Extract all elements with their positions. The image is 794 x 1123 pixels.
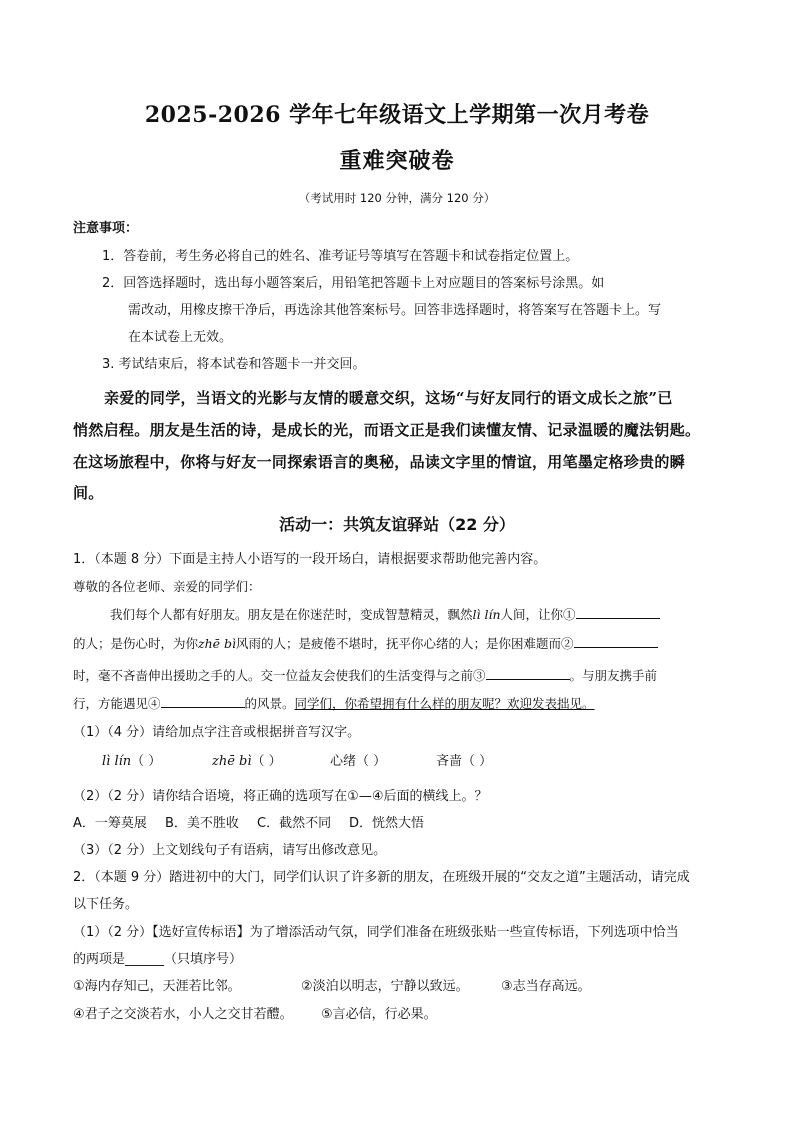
q1-passage-line-2 [73,634,658,652]
blank-2[interactable] [574,635,658,648]
underlined-sentence: 同学们，你希望拥有什么样的朋友呢？欢迎发表拙见。 [294,696,595,711]
q1-passage-line-1 [110,605,660,623]
item-pinyin: lì lín [102,754,132,769]
intro-line-4: 间。 [73,484,104,502]
q2-sub-1-line-1: （1）（2 分）【选好宣传标语】为了增添活动气氛，同学们准备在班级张贴一些宣传标语，下列选项中恰当 [73,925,679,940]
q2-sub-1-line-2: 的两项是______（只填序号） [73,952,243,967]
q1-sub-1-item-3 [330,750,386,769]
intro-line-1: 亲爱的同学，当语文的光影与友情的暖意交织，这场“与好友同行的语文成长之旅”已 [104,389,673,407]
q1-sub-1: （1）（4 分）请给加点字注音或根据拼音写汉字。 [73,725,361,740]
q2-options-line-1 [73,975,591,994]
option-5: ⑤言必信，行必果。 [321,1007,437,1022]
notice-item-2-line-1: 2．回答选择题时，选出每小题答案后，用铅笔把答题卡上对应题目的答案标号涂黑。如 [102,276,605,291]
q1-sub-3: （3）（2 分）上文划线句子有语病，请写出修改意见。 [73,843,387,858]
notice-item-2-line-3: 在本试卷上无效。 [128,330,233,345]
notice-item-1: 1．答卷前，考生务必将自己的姓名、准考证号等填写在答题卡和试卷指定位置上。 [102,249,579,264]
passage-text: 行，方能遇见④ [73,696,161,711]
passage-text: 的人；是伤心时，为你 [73,636,199,651]
notice-item-2-line-2: 需改动，用橡皮擦干净后，再选涂其他答案标号。回答非选择题时，将答案写在答题卡上。写 [128,303,662,318]
option-a: A．一筹莫展 [73,816,147,831]
exam-info: （考试用时 120 分钟，满分 120 分） [298,191,496,205]
passage-pinyin: zhē bì [198,636,237,651]
q2-header-line-1: 2．（本题 9 分）踏进初中的大门，同学们认识了许多新的朋友，在班级开展的“交友之道”主题活动，请完成 [73,870,690,885]
option-c: C．截然不同 [257,816,332,831]
item-text: 心绪 [330,754,357,769]
item-pinyin: zhē bì [212,754,252,769]
item-text: 吝啬 [436,754,463,769]
q1-greeting: 尊敬的各位老师、亲爱的同学们： [73,579,261,594]
q1-sub-1-item-2 [212,750,282,769]
q1-header: 1．（本题 8 分）下面是主持人小语写的一段开场白，请根据要求帮助他完善内容。 [73,552,547,567]
item-paren: （ ） [131,754,162,769]
option-b: B．美不胜收 [165,816,239,831]
option-4: ④君子之交淡若水，小人之交甘若醴。 [73,1007,293,1022]
passage-text: 人间，让你① [500,607,576,622]
option-2: ②淡泊以明志，宁静以致远。 [301,979,469,994]
q2-options-line-2 [73,1003,437,1022]
item-paren: （ ） [356,754,387,769]
q2-header-line-2: 以下任务。 [73,897,139,912]
section-1-title: 活动一：共筑友谊驿站（22 分） [279,515,515,534]
intro-line-3: 在这场旅程中，你将与好友一同探索语言的奥秘，品读文字里的情谊，用笔墨定格珍贵的瞬 [73,453,686,471]
q1-sub-2: （2）（2 分）请你结合语境，将正确的选项写在①—④后面的横线上。？ [73,789,488,804]
q1-sub-1-item-1 [102,750,161,769]
option-3: ③志当存高远。 [501,979,591,994]
passage-text: 我们每个人都有好朋友。朋友是在你迷茫时，变成智慧精灵，飘然 [110,607,473,622]
q1-sub-2-options [73,812,424,831]
q1-sub-1-item-4 [436,750,492,769]
notice-title: 注意事项： [73,221,139,236]
passage-text: 的风景。 [244,696,295,711]
blank-1[interactable] [576,606,660,619]
passage-text: 时，毫不吝啬伸出援助之手的人。交一位益友会使我们的生活变得与之前③ [73,668,486,683]
blank-3[interactable] [486,667,570,680]
passage-text: 风雨的人；是疲倦不堪时，抚平你心绪的人；是你困难题而② [236,636,574,651]
exam-subtitle: 重难突破卷 [339,148,455,174]
option-d: D．恍然大悟 [349,816,425,831]
option-1: ①海内存知己，天涯若比邻。 [73,979,241,994]
passage-text: 。与朋友携手前 [569,668,658,683]
notice-item-3: 3. 考试结束后，将本试卷和答题卡一并交回。 [102,357,366,372]
item-paren: （ ） [251,754,282,769]
q1-passage-line-4 [73,694,595,712]
item-paren: （ ） [462,754,493,769]
intro-line-2: 悄然启程。朋友是生活的诗，是成长的光，而语文正是我们读懂友情、记录温暖的魔法钥匙。 [73,421,701,439]
blank-4[interactable] [161,695,245,708]
passage-pinyin: lì lín [472,607,501,622]
q1-passage-line-3 [73,666,657,684]
exam-title: 2025-2026 学年七年级语文上学期第一次月考卷 [144,102,650,128]
